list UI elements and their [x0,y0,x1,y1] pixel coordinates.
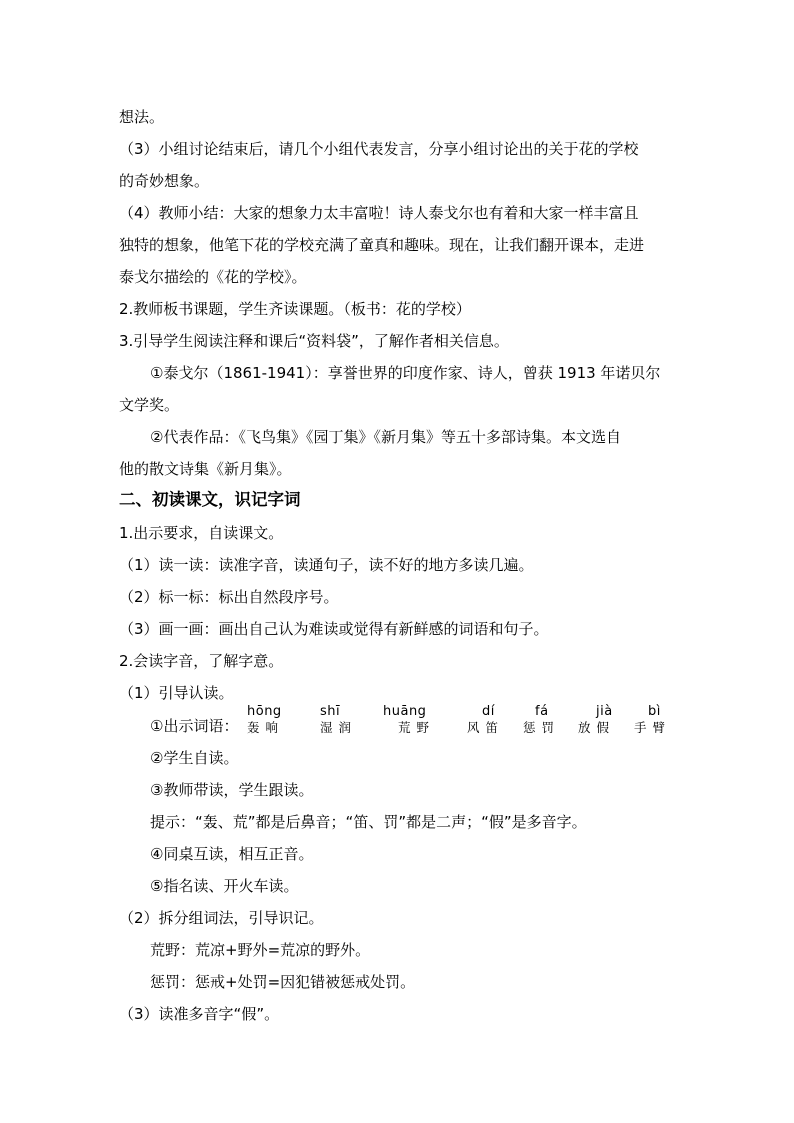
section-heading: 二、初读课文，识记字词 [119,490,301,509]
text-line: 2.教师板书课题，学生齐读课题。（板书：花的学校） [119,300,471,318]
text-line: 1.出示要求，自读课文。 [119,524,284,542]
text-line: （3）读准多音字“假”。 [119,1005,280,1023]
text-line: ①出示词语： [150,717,239,735]
text-line: 荒野：荒凉+野外=荒凉的野外。 [150,941,371,959]
vocab-word [578,705,642,739]
text-line: ⑤指名读、开火车读。 [150,877,299,895]
text-line: 他的散文诗集《新月集》。 [119,460,292,478]
text-line: 想法。 [119,108,165,126]
text-line: ①泰戈尔（1861-1941）：享誉世界的印度作家、诗人，曾获 1913 年诺贝尔 [150,364,661,382]
vocab-word [467,705,531,739]
vocab-word [634,705,698,739]
hanzi: 放假 [578,720,616,735]
text-line: 3.引导学生阅读注释和课后“资料袋”，了解作者相关信息。 [119,332,509,350]
hanzi: 荒野 [398,720,436,735]
pinyin: hōng [247,704,282,719]
vocab-word [320,705,384,739]
hanzi: 风笛 [467,720,505,735]
pinyin: dí [482,704,495,719]
text-line: 的奇妙想象。 [119,172,210,190]
text-line: （1）读一读：读准字音，读通句子，读不好的地方多读几遍。 [119,556,534,574]
text-line: ④同桌互读，相互正音。 [150,845,314,863]
text-line: ②代表作品：《飞鸟集》《园丁集》《新月集》等五十多部诗集。本文选自 [150,428,621,446]
vocab-word [383,705,447,739]
text-line: （2）拆分组词法，引导识记。 [119,909,324,927]
text-line: （2）标一标：标出自然段序号。 [119,588,339,606]
text-line: （3）小组讨论结束后，请几个小组代表发言，分享小组讨论出的关于花的学校 [119,140,639,158]
pinyin: shī [320,704,341,719]
text-line: ③教师带读，学生跟读。 [150,781,314,799]
hanzi: 湿润 [320,720,358,735]
vocab-word [247,705,311,739]
text-line: （1）引导认读。 [119,684,234,702]
pinyin: bì [648,704,661,719]
pinyin: fá [535,704,549,719]
text-line: 惩罚：惩戒+处罚=因犯错被惩戒处罚。 [150,973,416,991]
text-line: ②学生自读。 [150,749,239,767]
hanzi: 轰响 [247,720,285,735]
text-line: 提示：“轰、荒”都是后鼻音；“笛、罚”都是二声；“假”是多音字。 [150,813,587,831]
text-line: （3）画一画：画出自己认为难读或觉得有新鲜感的词语和句子。 [119,620,549,638]
text-line: 独特的想象，他笔下花的学校充满了童真和趣味。现在，让我们翻开课本，走进 [119,236,645,254]
text-line: 文学奖。 [119,396,180,414]
text-line: 泰戈尔描绘的《花的学校》。 [119,268,307,286]
hanzi: 惩罚 [523,720,561,735]
pinyin: huāng [383,704,427,719]
pinyin: jià [596,704,613,719]
text-line: （4）教师小结：大家的想象力太丰富啦！诗人泰戈尔也有着和大家一样丰富且 [119,204,639,222]
text-line: 2.会读字音，了解字意。 [119,652,284,670]
hanzi: 手臂 [634,720,672,735]
vocabulary-list [150,705,680,739]
